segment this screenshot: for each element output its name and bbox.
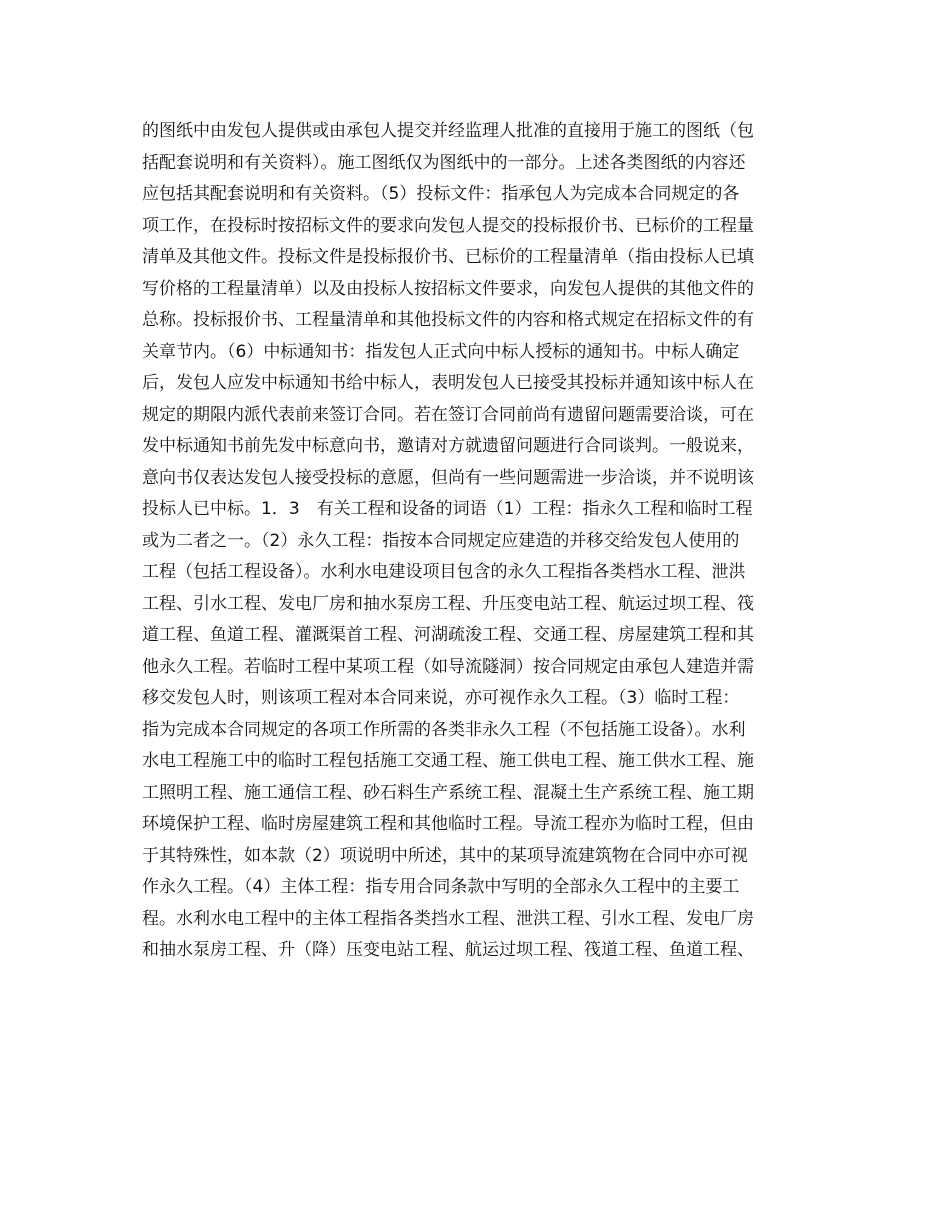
text-line: 水电工程施工中的临时工程包括施工交通工程、施工供电工程、施工供水工程、施: [142, 751, 754, 771]
text-line: 应包括其配套说明和有关资料。（5）投标文件：指承包人为完成本合同规定的各: [142, 184, 740, 204]
text-line: 写价格的工程量清单）以及由投标人按招标文件要求，向发包人提供的其他文件的: [142, 278, 754, 299]
text-line: 的图纸中由发包人提供或由承包人提交并经监理人批准的直接用于施工的图纸（包: [142, 121, 754, 141]
text-line: 后，发包人应发中标通知书给中标人，表明发包人已接受其投标并通知该中标人在: [142, 373, 754, 393]
text-line: 工程、引水工程、发电厂房和抽水泵房工程、升压变电站工程、航运过坝工程、筏: [142, 593, 754, 614]
text-line: 工照明工程、施工通信工程、砂石料生产系统工程、混凝土生产系统工程、施工期: [142, 782, 754, 803]
text-line: 规定的期限内派代表前来签订合同。若在签订合同前尚有遗留问题需要洽谈，可在: [142, 404, 754, 425]
text-line: 工程（包括工程设备）。水利水电建设项目包含的永久工程指各类档水工程、泄洪: [142, 562, 746, 582]
text-line: 发中标通知书前先发中标意向书，邀请对方就遗留问题进行合同谈判。一般说来，: [142, 436, 754, 456]
text-line: 于其特殊性，如本款（2）项说明中所述，其中的某项导流建筑物在合同中亦可视: [142, 845, 748, 866]
text-line: 程。水利水电工程中的主体工程指各类挡水工程、泄洪工程、引水工程、发电厂房: [142, 908, 754, 929]
text-line: 清单及其他文件。投标文件是投标报价书、已标价的工程量清单（指由投标人已填: [142, 247, 754, 267]
text-line: 环境保护工程、临时房屋建筑工程和其他临时工程。导流工程亦为临时工程，但由: [142, 814, 754, 834]
text-line: 他永久工程。若临时工程中某项工程（如导流隧洞）按合同规定由承包人建造并需: [142, 656, 754, 677]
text-line: 括配套说明和有关资料）。施工图纸仅为图纸中的一部分。上述各类图纸的内容还: [142, 152, 746, 173]
text-line: 项工作，在投标时按招标文件的要求向发包人提交的投标报价书、已标价的工程量: [142, 215, 754, 236]
text-line: 道工程、鱼道工程、灌溉渠首工程、河湖疏浚工程、交通工程、房屋建筑工程和其: [142, 625, 754, 645]
text-line: 和抽水泵房工程、升（降）压变电站工程、航运过坝工程、筏道工程、鱼道工程、: [142, 940, 754, 960]
text-line: 意向书仅表达发包人接受投标的意愿，但尚有一些问题需进一步洽谈，并不说明该: [142, 467, 754, 488]
text-line: 作永久工程。（4）主体工程：指专用合同条款中写明的全部永久工程中的主要工: [142, 877, 740, 897]
text-line: 指为完成本合同规定的各项工作所需的各类非永久工程（不包括施工设备）。水利: [142, 719, 746, 740]
text-line: 投标人已中标。1．3 有关工程和设备的词语（1）工程：指永久工程和临时工程: [142, 499, 753, 519]
text-line: 关章节内。（6）中标通知书：指发包人正式向中标人授标的通知书。中标人确定: [142, 341, 740, 362]
text-line: 或为二者之一。（2）永久工程：指按本合同规定应建造的并移交给发包人使用的: [142, 530, 740, 551]
text-line: 总称。投标报价书、工程量清单和其他投标文件的内容和格式规定在招标文件的有: [142, 310, 754, 330]
body-text: [142, 116, 822, 967]
text-line: 移交发包人时，则该项工程对本合同来说，亦可视作永久工程。（3）临时工程：: [142, 688, 740, 708]
